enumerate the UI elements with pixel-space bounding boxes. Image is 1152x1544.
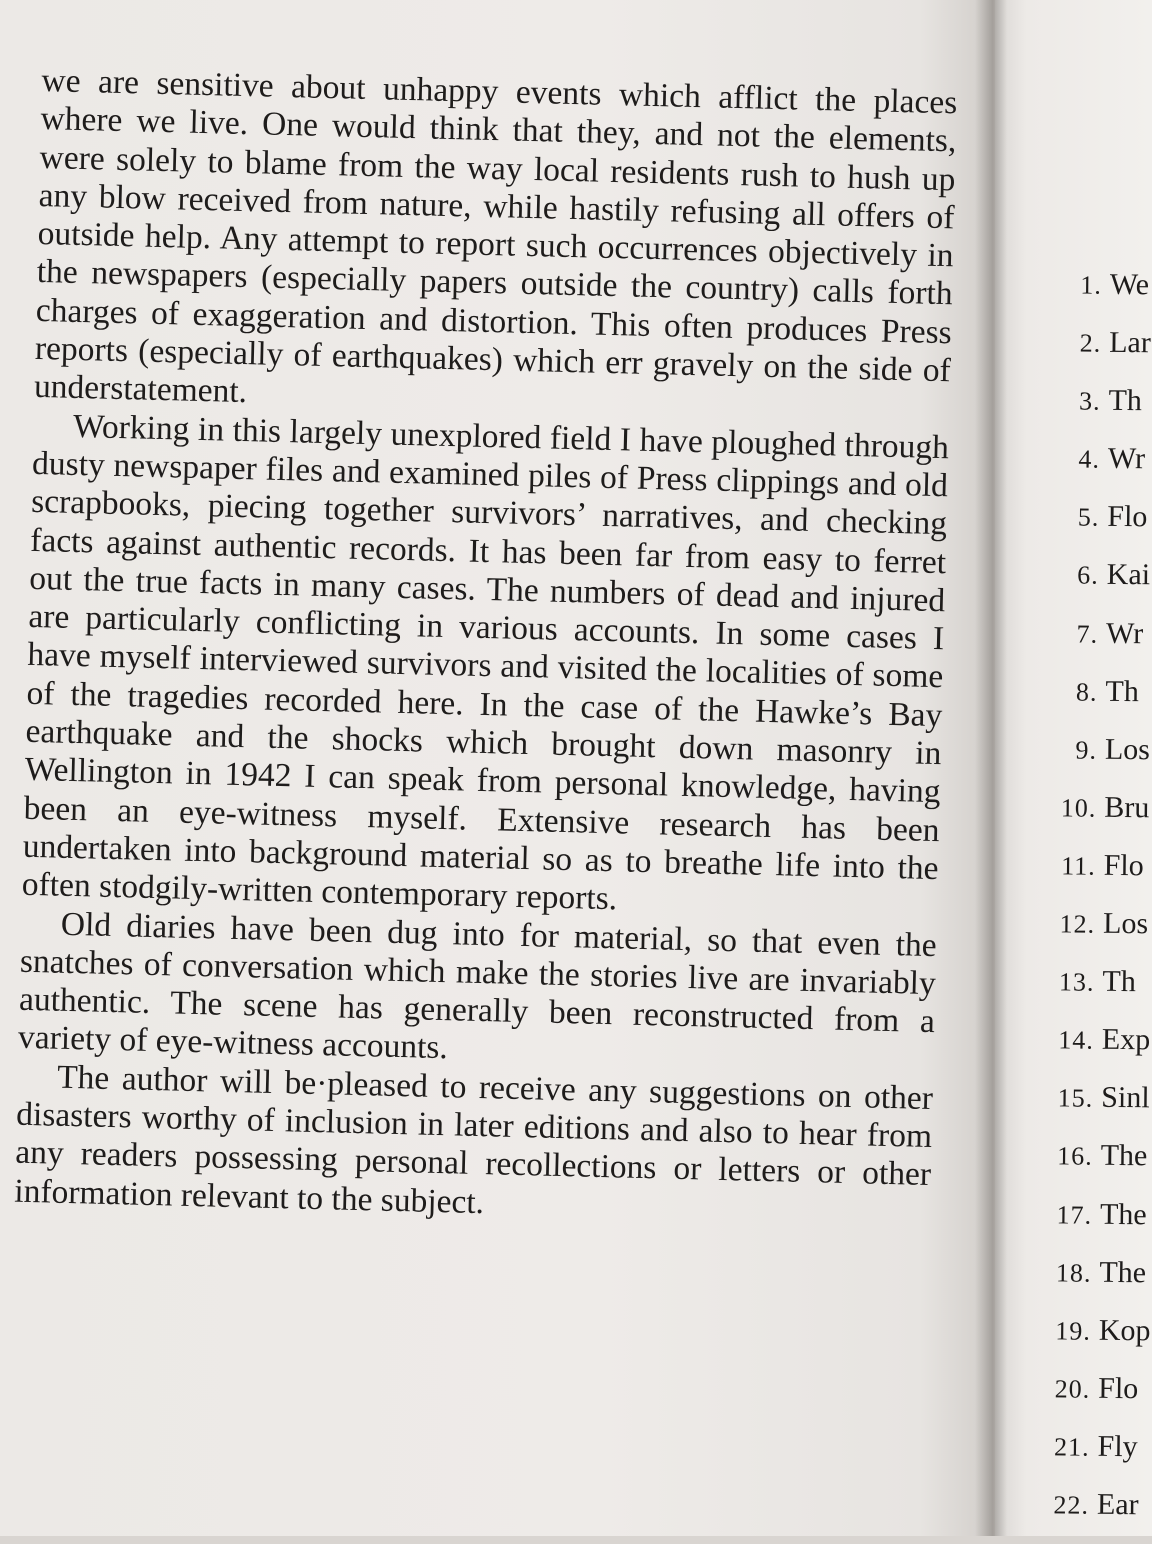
toc-title: Exp	[1101, 1023, 1151, 1057]
toc-title: Kop	[1098, 1313, 1151, 1348]
toc-title: The	[1100, 1139, 1148, 1173]
paragraph-author-request: The author will be·pleased to receive any suggestions on other disasters worthy of inclusion in later editions and also to hear from any readers possessing personal recollections or letters or other information relevant to the subject.	[13, 1058, 934, 1221]
toc-number: 15.	[1057, 1083, 1094, 1114]
toc-entry	[1018, 1310, 1152, 1370]
toc-entry	[1021, 1019, 1152, 1079]
toc-title: Kai	[1106, 558, 1151, 592]
toc-number: 7.	[1076, 619, 1099, 649]
toc-title: Fly	[1097, 1429, 1138, 1464]
toc-entry	[1023, 845, 1152, 905]
toc-title: Los	[1104, 732, 1151, 767]
toc-number: 5.	[1077, 502, 1100, 533]
toc-title: Los	[1102, 906, 1149, 941]
toc-title: Ear	[1096, 1487, 1139, 1522]
toc-number: 16.	[1057, 1141, 1093, 1172]
toc-number: 8.	[1075, 677, 1098, 707]
toc-title: Flo	[1103, 848, 1144, 883]
toc-title: Wr	[1107, 442, 1146, 476]
toc-entry	[1024, 787, 1152, 847]
toc-entry	[1026, 613, 1152, 673]
toc-number: 10.	[1060, 793, 1097, 823]
toc-number: 14.	[1058, 1025, 1095, 1055]
toc-title: Th	[1108, 384, 1143, 418]
toc-number: 3.	[1078, 386, 1101, 416]
toc-number: 18.	[1055, 1257, 1092, 1288]
paragraph-sensitivity: we are sensitive about unhappy events which afflict the places where we live. One would think that they, and not the elements, were solely to blame from the way local residents rush to hush up any blow received from nature, while hastily refusing all offers of outside help. Any attempt to report such occurrences objectively in the newspapers (especially papers outside the country) calls forth charges of exaggeration and distortion. This often produces Press reports (especially of earthquakes) which err gravely on the side of understatement.	[33, 62, 958, 411]
toc-number: 17.	[1056, 1199, 1093, 1230]
toc-entry	[1020, 1193, 1152, 1253]
toc-number: 4.	[1078, 444, 1101, 475]
toc-entry	[1029, 322, 1152, 382]
toc-title: Flo	[1107, 500, 1148, 534]
book-gutter-shadow	[975, 0, 1007, 1536]
contents-list	[1017, 264, 1152, 1544]
toc-title: Flo	[1098, 1371, 1139, 1405]
toc-entry	[1018, 1368, 1152, 1428]
toc-entry	[1029, 264, 1152, 324]
toc-number: 1.	[1080, 270, 1102, 300]
toc-title: Lar	[1109, 325, 1151, 360]
toc-title: We	[1109, 267, 1150, 302]
toc-number: 11.	[1061, 851, 1096, 881]
toc-entry	[1017, 1484, 1152, 1544]
toc-entry	[1023, 903, 1152, 963]
toc-title: The	[1099, 1255, 1147, 1289]
toc-entry	[1028, 380, 1152, 440]
toc-entry	[1027, 496, 1152, 556]
paragraph-diaries: Old diaries have been dug into for material, so that even the snatches of conversation which make the stories live are invariably authentic. The scene has generally been reconstructed from a variety of eye-witness accounts.	[17, 905, 938, 1067]
toc-number: 12.	[1059, 909, 1096, 939]
paragraph-research: Working in this largely unexplored field I have ploughed through dusty newspaper files and examined piles of Press clippings and old scrapbooks, piecing together survivors’ narratives, and checking facts against authentic records. It has been far from easy to ferret out the true facts in many cases. The numbers of dead and injured are particularly conflicting in various accounts. In some cases I have myself interviewed survivors and visited the localities of some of the tragedies recorded here. In the case of the Hawke’s Bay earthquake and the shocks which brought down masonry in Wellington in 1942 I can speak from personal knowledge, having been an eye-witness myself. Extensive research has been undertaken into background material so as to breathe life into the often stodgily-written contemporary reports.	[21, 407, 950, 918]
toc-title: Th	[1102, 964, 1136, 999]
toc-entry	[1020, 1135, 1152, 1195]
toc-title: Sinl	[1101, 1081, 1150, 1115]
toc-entry	[1022, 961, 1152, 1021]
toc-entry	[1025, 671, 1152, 731]
toc-title: The	[1099, 1197, 1147, 1231]
toc-number: 22.	[1053, 1490, 1090, 1520]
toc-title: Wr	[1105, 616, 1144, 650]
toc-number: 19.	[1055, 1316, 1091, 1346]
toc-title: Th	[1105, 674, 1140, 708]
toc-entry	[1019, 1252, 1152, 1312]
toc-entry	[1026, 554, 1152, 614]
toc-entry	[1021, 1077, 1152, 1137]
toc-number: 21.	[1053, 1432, 1090, 1462]
toc-entry	[1017, 1426, 1152, 1486]
toc-number: 6.	[1077, 560, 1099, 591]
toc-entry	[1025, 729, 1152, 789]
toc-number: 9.	[1075, 735, 1098, 765]
toc-number: 13.	[1058, 967, 1095, 997]
preface-body-text	[14, 62, 958, 1233]
toc-entry	[1028, 438, 1152, 498]
toc-title: Bru	[1104, 790, 1150, 825]
toc-number: 20.	[1054, 1374, 1091, 1404]
toc-number: 2.	[1079, 328, 1102, 358]
